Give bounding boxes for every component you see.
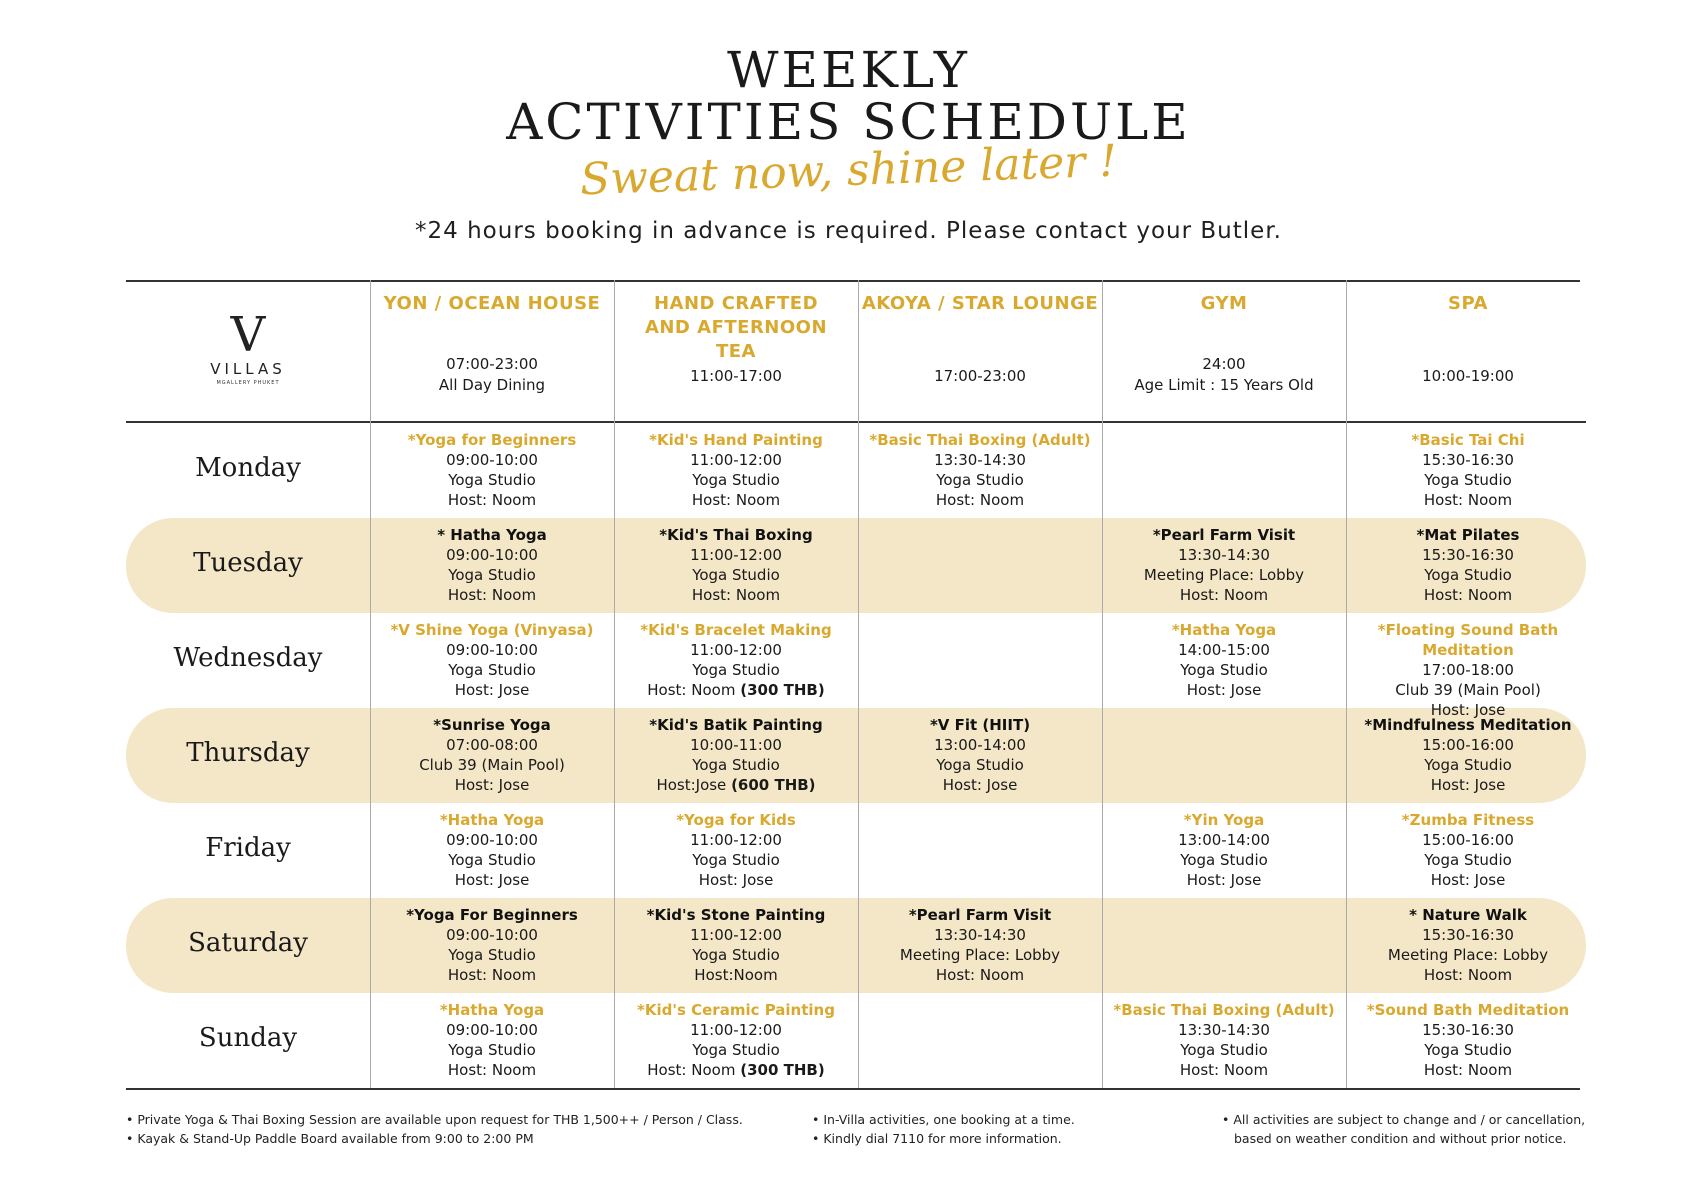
activity-cell xyxy=(370,905,614,985)
activity-location: Yoga Studio xyxy=(936,471,1024,489)
activity-title: *Hatha Yoga xyxy=(1171,621,1277,639)
activity-location: Yoga Studio xyxy=(448,566,536,584)
day-label-sunday: Sunday xyxy=(198,1023,298,1053)
activity-host: Host: Noom xyxy=(691,586,781,604)
activity-time: 13:30-14:30 xyxy=(934,451,1026,469)
activity-host: Host: Noom xyxy=(447,966,537,984)
activity-host: Host: Noom xyxy=(1423,491,1513,509)
activity-cell xyxy=(614,810,858,890)
activity-location: Yoga Studio xyxy=(448,851,536,869)
activity-title: *Hatha Yoga xyxy=(439,811,545,829)
activity-title: *Kid's Bracelet Making xyxy=(640,621,832,639)
activity-host: Host: Jose xyxy=(1430,701,1506,719)
schedule-table xyxy=(126,280,1586,1088)
footer-left xyxy=(126,1110,743,1148)
activity-cell xyxy=(1102,525,1346,605)
activity-cell xyxy=(614,1000,858,1080)
activity-location: Club 39 (Main Pool) xyxy=(419,756,565,774)
activity-host-line xyxy=(1102,585,1346,605)
activity-host-line xyxy=(370,680,614,700)
activity-time: 11:00-12:00 xyxy=(690,546,782,564)
activity-cell xyxy=(1346,620,1590,720)
column-name: YON / OCEAN HOUSE xyxy=(383,293,601,314)
footer-middle xyxy=(812,1110,1075,1148)
day-label-saturday: Saturday xyxy=(188,928,308,958)
activity-time: 11:00-12:00 xyxy=(690,831,782,849)
booking-notice: *24 hours booking in advance is required. Please contact your Butler. xyxy=(415,218,1282,244)
column-note: All Day Dining xyxy=(438,376,546,394)
activity-time: 13:30-14:30 xyxy=(1178,546,1270,564)
activity-time: 11:00-12:00 xyxy=(690,641,782,659)
activity-location: Yoga Studio xyxy=(1424,756,1512,774)
activity-location: Yoga Studio xyxy=(448,1041,536,1059)
activity-cell xyxy=(370,620,614,700)
activity-cell xyxy=(1102,1000,1346,1080)
activity-location: Yoga Studio xyxy=(1180,851,1268,869)
activity-cell xyxy=(1346,525,1590,605)
activity-host-line xyxy=(370,870,614,890)
activity-host: Host: Jose xyxy=(1186,681,1262,699)
column-hours xyxy=(614,366,858,387)
activity-time: 11:00-12:00 xyxy=(690,451,782,469)
activity-time: 14:00-15:00 xyxy=(1178,641,1270,659)
activity-cell xyxy=(614,525,858,605)
activity-title: *Kid's Hand Painting xyxy=(649,431,823,449)
activity-price: (600 THB) xyxy=(731,776,816,794)
activity-host-line xyxy=(614,775,858,795)
column-time: 11:00-17:00 xyxy=(690,367,782,385)
activity-host-line xyxy=(1102,870,1346,890)
column-hours xyxy=(1346,366,1590,387)
activity-host: Host: Noom xyxy=(1423,586,1513,604)
activity-time: 09:00-10:00 xyxy=(446,546,538,564)
activity-host: Host: Noom xyxy=(691,491,781,509)
day-label-thursday: Thursday xyxy=(186,738,310,768)
activity-cell xyxy=(370,430,614,510)
activity-location: Yoga Studio xyxy=(1180,661,1268,679)
activity-location: Meeting Place: Lobby xyxy=(1387,946,1549,964)
activity-location: Yoga Studio xyxy=(692,471,780,489)
activity-host-line xyxy=(614,965,858,985)
activity-host: Host: Noom xyxy=(1423,966,1513,984)
activity-host: Host: Jose xyxy=(1430,776,1506,794)
tagline: Sweat now, shine later ! xyxy=(579,135,1118,206)
column-time: 07:00-23:00 xyxy=(446,355,538,373)
column-header xyxy=(614,280,858,423)
column-hours xyxy=(370,354,614,396)
activity-host-line xyxy=(1102,1060,1346,1080)
activity-host-line xyxy=(370,1060,614,1080)
logo-mark: V xyxy=(230,307,266,363)
activity-host: Host: Noom xyxy=(1423,1061,1513,1079)
activity-host-line xyxy=(1346,490,1590,510)
column-header xyxy=(1346,280,1590,423)
activity-time: 07:00-08:00 xyxy=(446,736,538,754)
activity-title: *Kid's Thai Boxing xyxy=(659,526,813,544)
activity-cell xyxy=(614,620,858,700)
activity-time: 15:30-16:30 xyxy=(1422,926,1514,944)
activity-title: *Yoga for Beginners xyxy=(407,431,577,449)
activity-location: Club 39 (Main Pool) xyxy=(1395,681,1541,699)
column-time: 10:00-19:00 xyxy=(1422,367,1514,385)
activity-cell xyxy=(614,430,858,510)
activity-time: 13:00-14:00 xyxy=(934,736,1026,754)
activity-cell xyxy=(1102,620,1346,700)
column-name: SPA xyxy=(1448,293,1488,314)
column-header xyxy=(858,280,1102,423)
footer-note: • Private Yoga & Thai Boxing Session are available upon request for THB 1,500++ / Person / Class. xyxy=(126,1112,743,1127)
activity-location: Yoga Studio xyxy=(1424,1041,1512,1059)
footer-note: • In-Villa activities, one booking at a time. xyxy=(812,1112,1075,1127)
activity-host: Host: Jose xyxy=(454,681,530,699)
activity-cell xyxy=(1346,810,1590,890)
column-hours xyxy=(1102,354,1346,396)
column-name: HAND CRAFTED AND AFTERNOON TEA xyxy=(644,293,828,362)
activity-host: Host: Noom xyxy=(647,1061,736,1079)
activity-time: 15:00-16:00 xyxy=(1422,831,1514,849)
activity-location: Yoga Studio xyxy=(448,946,536,964)
activity-location: Yoga Studio xyxy=(692,756,780,774)
activity-host: Host: Noom xyxy=(1179,1061,1269,1079)
activity-time: 15:00-16:00 xyxy=(1422,736,1514,754)
footer-note: • Kayak & Stand-Up Paddle Board available from 9:00 to 2:00 PM xyxy=(126,1131,534,1146)
activity-cell xyxy=(370,810,614,890)
activity-location: Yoga Studio xyxy=(1424,471,1512,489)
activity-host-line xyxy=(1346,965,1590,985)
activity-title: *Sunrise Yoga xyxy=(433,716,551,734)
column-time: 17:00-23:00 xyxy=(934,367,1026,385)
activity-host: Host:Noom xyxy=(694,966,778,984)
activity-time: 17:00-18:00 xyxy=(1422,661,1514,679)
activity-cell xyxy=(858,430,1102,510)
activity-host-line xyxy=(614,680,858,700)
title-line-2: ACTIVITIES SCHEDULE xyxy=(506,93,1191,151)
activity-host-line xyxy=(370,490,614,510)
logo-subtitle: MGALLERY PHUKET xyxy=(216,380,280,386)
column-name: AKOYA / STAR LOUNGE xyxy=(861,293,1099,314)
day-label-tuesday: Tuesday xyxy=(193,548,303,578)
activity-cell xyxy=(370,715,614,795)
activity-time: 10:00-11:00 xyxy=(690,736,782,754)
activity-host-line xyxy=(614,1060,858,1080)
column-header xyxy=(370,280,614,423)
activity-host: Host: Noom xyxy=(647,681,736,699)
activity-host: Host: Jose xyxy=(942,776,1018,794)
day-label-monday: Monday xyxy=(195,453,301,483)
activity-time: 15:30-16:30 xyxy=(1422,1021,1514,1039)
activity-time: 09:00-10:00 xyxy=(446,831,538,849)
activity-time: 13:00-14:00 xyxy=(1178,831,1270,849)
activity-cell xyxy=(370,525,614,605)
activity-cell xyxy=(1346,1000,1590,1080)
activity-host: Host: Noom xyxy=(935,966,1025,984)
activity-host-line xyxy=(1346,775,1590,795)
activity-time: 15:30-16:30 xyxy=(1422,451,1514,469)
activity-title: *Yoga For Beginners xyxy=(406,906,578,924)
activity-cell xyxy=(614,715,858,795)
day-label-friday: Friday xyxy=(205,833,291,863)
activity-cell xyxy=(370,1000,614,1080)
activity-host-line xyxy=(1346,585,1590,605)
activity-time: 11:00-12:00 xyxy=(690,1021,782,1039)
activity-cell xyxy=(858,905,1102,985)
activity-cell xyxy=(858,715,1102,795)
activity-host: Host: Noom xyxy=(935,491,1025,509)
activity-time: 09:00-10:00 xyxy=(446,451,538,469)
activity-title: *V Fit (HIIT) xyxy=(929,716,1031,734)
activity-host-line xyxy=(370,965,614,985)
activity-host-line xyxy=(370,585,614,605)
activity-title: *Pearl Farm Visit xyxy=(1152,526,1296,544)
activity-location: Yoga Studio xyxy=(448,471,536,489)
activity-host: Host: Noom xyxy=(447,491,537,509)
activity-host: Host:Jose xyxy=(656,776,727,794)
activity-location: Yoga Studio xyxy=(692,851,780,869)
activity-host-line xyxy=(614,870,858,890)
activity-title: *Mat Pilates xyxy=(1416,526,1520,544)
activity-time: 09:00-10:00 xyxy=(446,641,538,659)
activity-cell xyxy=(1102,810,1346,890)
footer-note: • All activities are subject to change and / or cancellation, xyxy=(1222,1112,1586,1127)
activity-location: Yoga Studio xyxy=(936,756,1024,774)
activity-title: * Hatha Yoga xyxy=(437,526,547,544)
activity-title: *Yoga for Kids xyxy=(676,811,796,829)
activity-location: Yoga Studio xyxy=(692,946,780,964)
activity-host-line xyxy=(858,965,1102,985)
activity-cell xyxy=(1346,905,1590,985)
activity-time: 15:30-16:30 xyxy=(1422,546,1514,564)
activity-host-line xyxy=(1346,1060,1590,1080)
activity-location: Yoga Studio xyxy=(448,661,536,679)
title-line-1: WEEKLY xyxy=(727,41,970,99)
activity-time: 09:00-10:00 xyxy=(446,926,538,944)
activity-location: Yoga Studio xyxy=(692,661,780,679)
activity-title: * Nature Walk xyxy=(1409,906,1527,924)
activity-host-line xyxy=(858,490,1102,510)
activity-time: 11:00-12:00 xyxy=(690,926,782,944)
activity-location: Meeting Place: Lobby xyxy=(899,946,1061,964)
activity-cell xyxy=(1346,430,1590,510)
activity-title: *Sound Bath Meditation xyxy=(1366,1001,1570,1019)
activity-price: (300 THB) xyxy=(740,681,825,699)
activity-cell xyxy=(614,905,858,985)
column-note: Age Limit : 15 Years Old xyxy=(1134,376,1314,394)
activity-time: 13:30-14:30 xyxy=(934,926,1026,944)
activity-time: 13:30-14:30 xyxy=(1178,1021,1270,1039)
activity-title: *Kid's Stone Painting xyxy=(646,906,826,924)
activity-title: *V Shine Yoga (Vinyasa) xyxy=(390,621,594,639)
activity-time: 09:00-10:00 xyxy=(446,1021,538,1039)
activity-title: *Kid's Ceramic Painting xyxy=(637,1001,835,1019)
logo-name: VILLAS xyxy=(210,360,286,378)
footer-note: based on weather condition and without prior notice. xyxy=(1234,1131,1567,1146)
footer-note: • Kindly dial 7110 for more information. xyxy=(812,1131,1062,1146)
day-label-wednesday: Wednesday xyxy=(173,643,323,673)
activity-host-line xyxy=(370,775,614,795)
activity-host: Host: Noom xyxy=(447,586,537,604)
activity-title: *Basic Thai Boxing (Adult) xyxy=(869,431,1091,449)
activity-title: *Floating Sound Bath Meditation xyxy=(1377,621,1559,659)
activity-location: Yoga Studio xyxy=(1424,851,1512,869)
activity-title: *Kid's Batik Painting xyxy=(649,716,823,734)
column-hours xyxy=(858,366,1102,387)
activity-title: *Basic Thai Boxing (Adult) xyxy=(1113,1001,1335,1019)
activity-host-line xyxy=(1102,680,1346,700)
activity-location: Yoga Studio xyxy=(1180,1041,1268,1059)
activity-title: *Basic Tai Chi xyxy=(1411,431,1525,449)
activity-location: Meeting Place: Lobby xyxy=(1143,566,1305,584)
activity-host: Host: Jose xyxy=(1186,871,1262,889)
column-time: 24:00 xyxy=(1202,355,1246,373)
activity-location: Yoga Studio xyxy=(692,566,780,584)
activity-title: *Mindfulness Meditation xyxy=(1364,716,1572,734)
activity-host: Host: Noom xyxy=(447,1061,537,1079)
activity-title: *Yin Yoga xyxy=(1183,811,1265,829)
activity-host-line xyxy=(614,490,858,510)
activity-host: Host: Jose xyxy=(454,776,530,794)
activity-price: (300 THB) xyxy=(740,1061,825,1079)
activity-location: Yoga Studio xyxy=(1424,566,1512,584)
activity-host-line xyxy=(1346,870,1590,890)
activity-title: *Hatha Yoga xyxy=(439,1001,545,1019)
activity-host: Host: Jose xyxy=(698,871,774,889)
column-header xyxy=(1102,280,1346,423)
activity-host: Host: Jose xyxy=(1430,871,1506,889)
activity-title: *Zumba Fitness xyxy=(1401,811,1535,829)
activity-title: *Pearl Farm Visit xyxy=(908,906,1052,924)
activity-cell xyxy=(1346,715,1590,795)
activity-host-line xyxy=(614,585,858,605)
activity-location: Yoga Studio xyxy=(692,1041,780,1059)
activity-host-line xyxy=(858,775,1102,795)
table-rule xyxy=(126,1088,1580,1090)
activity-host: Host: Noom xyxy=(1179,586,1269,604)
column-name: GYM xyxy=(1200,293,1248,314)
activity-host: Host: Jose xyxy=(454,871,530,889)
footer-right xyxy=(1222,1110,1585,1148)
villas-logo xyxy=(126,280,370,423)
